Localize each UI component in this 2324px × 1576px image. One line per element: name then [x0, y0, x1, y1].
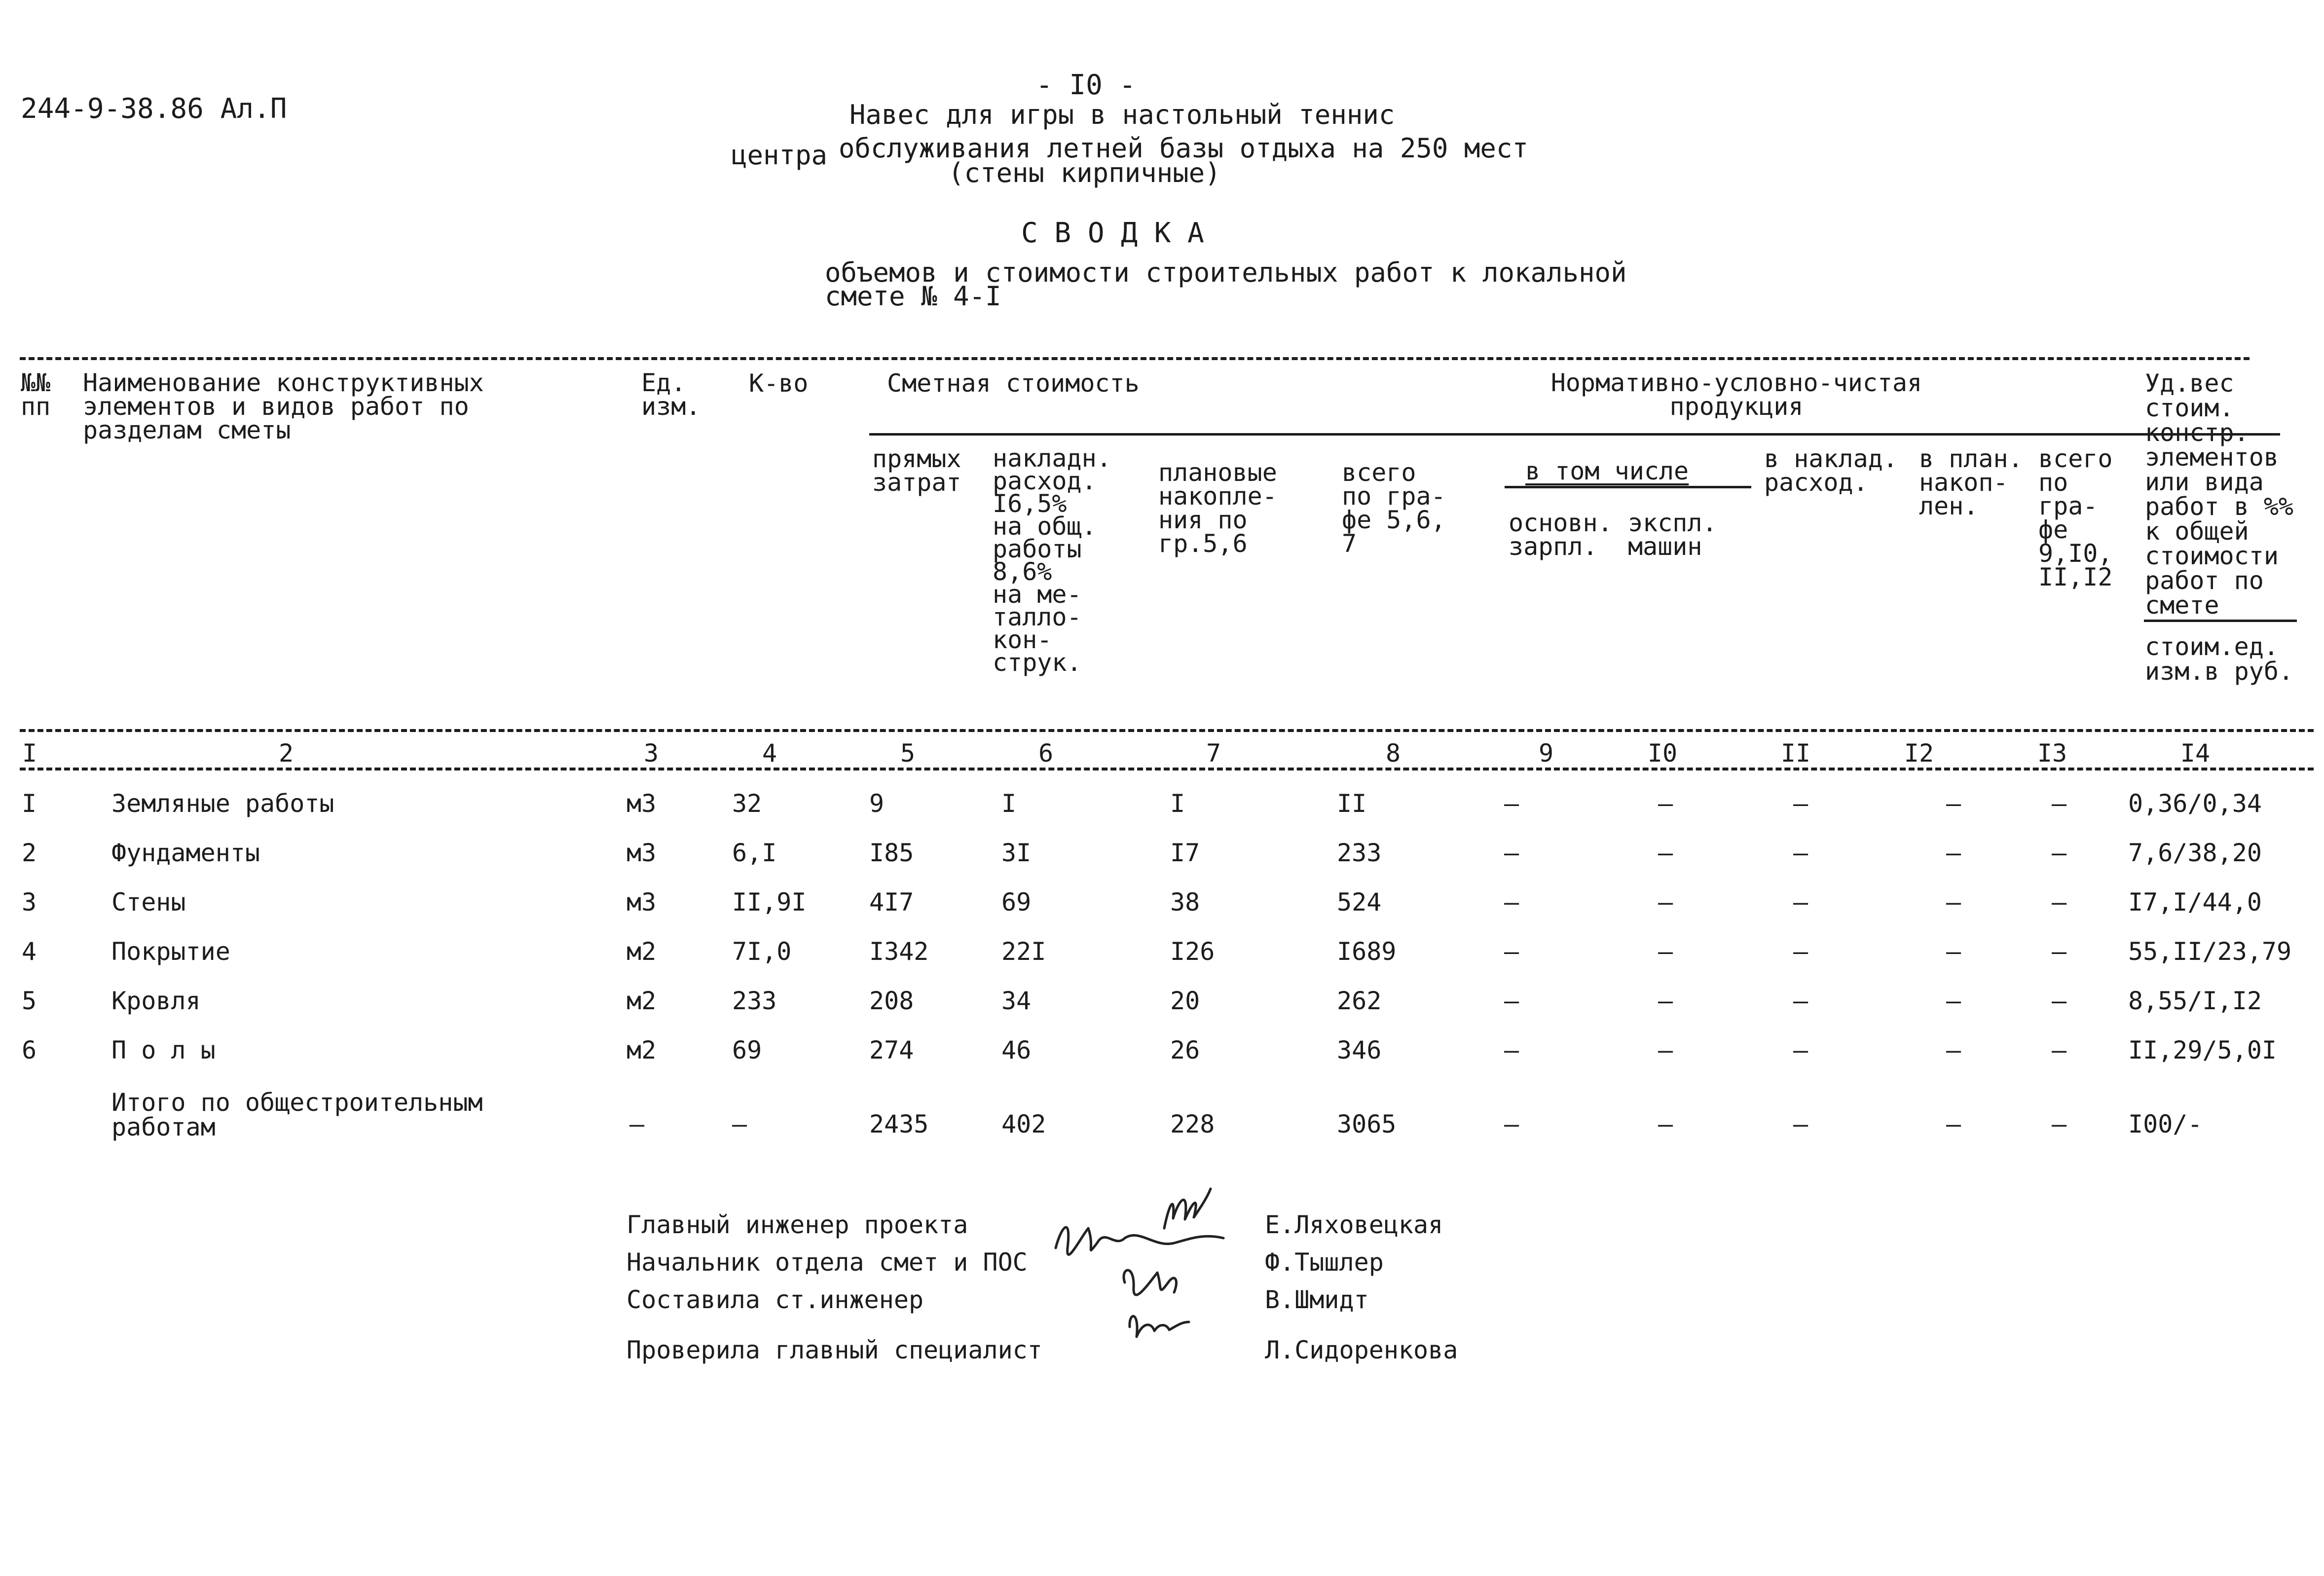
total-in-planned: –	[1946, 1110, 1961, 1138]
cell-machines: –	[1658, 937, 1673, 966]
cell-name: Кровля	[111, 987, 201, 1015]
cell-qty: 69	[732, 1036, 762, 1064]
signature-scribble-4	[1130, 1316, 1189, 1337]
column-number: I3	[2037, 739, 2067, 768]
cell-planned: I7	[1170, 839, 1200, 867]
cell-wages: –	[1504, 789, 1519, 818]
cell-in-planned: –	[1946, 987, 1961, 1015]
header-num: №№ пп	[21, 368, 51, 421]
header-total-9-12: всего по гра- фе 9,I0, II,I2	[2038, 444, 2113, 591]
cell-specific-weight: 7,6/38,20	[2128, 839, 2262, 867]
total-total-9-12: –	[2051, 1110, 2067, 1138]
cell-name: Земляные работы	[111, 789, 334, 818]
signature-role: Главный инженер проекта	[627, 1210, 968, 1239]
total-direct: 2435	[869, 1110, 929, 1138]
cell-total: 262	[1337, 987, 1382, 1015]
signature-name: Л.Сидоренкова	[1265, 1336, 1458, 1364]
estimated-cost-rule	[869, 433, 2280, 436]
cell-in-overhead: –	[1793, 987, 1808, 1015]
cell-total-9-12: –	[2051, 937, 2067, 966]
summary-subheading-line2: смете № 4-I	[825, 281, 1001, 312]
total-unit: –	[629, 1110, 645, 1138]
cell-planned: 38	[1170, 888, 1200, 916]
cell-total: 233	[1337, 839, 1382, 867]
header-qty: К-во	[749, 369, 809, 398]
total-label: Итого по общестроительным работам	[111, 1088, 483, 1141]
header-in-overhead: в наклад. расход.	[1764, 444, 1898, 497]
column-number: 3	[643, 739, 659, 768]
header-estimated-cost: Сметная стоимость	[887, 369, 1140, 398]
cell-planned: I26	[1170, 937, 1215, 966]
cell-machines: –	[1658, 888, 1673, 916]
document-code: 244-9-38.86 Ал.П	[21, 93, 287, 125]
cell-total-9-12: –	[2051, 987, 2067, 1015]
total-machines: –	[1658, 1110, 1673, 1138]
header-machines: экспл. машин	[1628, 509, 1717, 561]
cell-specific-weight: 55,II/23,79	[2128, 937, 2292, 966]
cell-num: 2	[22, 839, 37, 867]
cell-planned: 26	[1170, 1036, 1200, 1064]
header-specific-weight: Уд.вес стоим. констр. элементов или вида работ в %% к общей стоимости работ по	[2145, 369, 2294, 595]
title-line3: (стены кирпичные)	[948, 157, 1221, 188]
total-total: 3065	[1337, 1110, 1397, 1138]
header-estimate-word: смете	[2145, 591, 2219, 620]
total-planned: 228	[1170, 1110, 1215, 1138]
cell-total: 346	[1337, 1036, 1382, 1064]
cell-qty: 32	[732, 789, 762, 818]
cell-wages: –	[1504, 987, 1519, 1015]
cell-in-planned: –	[1946, 937, 1961, 966]
cell-wages: –	[1504, 937, 1519, 966]
cell-total: 524	[1337, 888, 1382, 916]
title-line2: обслуживания летней базы отдыха на 250 мест	[839, 133, 1528, 164]
header-in-planned: в план. накоп- лен.	[1919, 444, 2023, 520]
cell-in-overhead: –	[1793, 937, 1808, 966]
column-number: I	[22, 739, 37, 768]
total-in-overhead: –	[1793, 1110, 1808, 1138]
cell-wages: –	[1504, 1036, 1519, 1064]
signature-scribble-2	[1056, 1227, 1223, 1254]
cell-unit: м3	[627, 789, 657, 818]
cell-overhead: 22I	[1001, 937, 1046, 966]
cell-num: I	[22, 789, 37, 818]
total-specific-weight: I00/-	[2128, 1110, 2203, 1138]
signature-name: Е.Ляховецкая	[1265, 1210, 1443, 1239]
cell-unit: м2	[627, 1036, 657, 1064]
cell-direct: I342	[869, 937, 929, 966]
signature-name: В.Шмидт	[1265, 1285, 1369, 1314]
column-number: 2	[278, 739, 294, 768]
header-total-5-7: всего по гра- фе 5,6, 7	[1342, 458, 1446, 558]
cell-qty: 7I,0	[732, 937, 792, 966]
signature-role: Проверила главный специалист	[627, 1336, 1042, 1364]
including-rule	[1505, 486, 1751, 488]
signature-name: Ф.Тышлер	[1265, 1248, 1384, 1277]
cell-specific-weight: I7,I/44,0	[2128, 888, 2262, 916]
cell-planned: I	[1170, 789, 1185, 818]
signature-scribble-1	[1164, 1189, 1211, 1228]
estimate-rule	[2144, 620, 2297, 622]
cell-name: П о л ы	[111, 1036, 216, 1064]
cell-direct: 274	[869, 1036, 914, 1064]
cell-in-planned: –	[1946, 839, 1961, 867]
cell-in-planned: –	[1946, 1036, 1961, 1064]
cell-unit: м2	[627, 987, 657, 1015]
cell-in-overhead: –	[1793, 888, 1808, 916]
cell-name: Покрытие	[111, 937, 230, 966]
cell-num: 3	[22, 888, 37, 916]
column-number: 6	[1038, 739, 1054, 768]
column-number: 4	[762, 739, 777, 768]
cell-machines: –	[1658, 1036, 1673, 1064]
column-numbers-rule	[20, 768, 2314, 770]
cell-name: Стены	[111, 888, 186, 916]
header-overhead: накладн. расход. I6,5% на общ. работы 8,6% на ме- талло- кон- струк.	[993, 444, 1111, 677]
header-unit: Ед. изм.	[641, 368, 701, 421]
cell-specific-weight: II,29/5,0I	[2128, 1036, 2277, 1064]
cell-machines: –	[1658, 839, 1673, 867]
column-number: 9	[1538, 739, 1554, 768]
cell-total-9-12: –	[2051, 789, 2067, 818]
header-including: в том числе	[1525, 457, 1689, 485]
cell-num: 5	[22, 987, 37, 1015]
cell-total: II	[1337, 789, 1367, 818]
header-bottom-rule	[20, 729, 2314, 732]
cell-qty: II,9I	[732, 888, 807, 916]
cell-direct: I85	[869, 839, 914, 867]
cell-planned: 20	[1170, 987, 1200, 1015]
summary-heading: С В О Д К А	[1021, 217, 1204, 249]
column-number: I0	[1647, 739, 1678, 768]
column-number: 5	[900, 739, 916, 768]
cell-total-9-12: –	[2051, 1036, 2067, 1064]
cell-machines: –	[1658, 789, 1673, 818]
cell-unit: м2	[627, 937, 657, 966]
signature-role: Составила ст.инженер	[627, 1285, 924, 1314]
cell-overhead: 46	[1001, 1036, 1032, 1064]
cell-num: 6	[22, 1036, 37, 1064]
title-line1: Навес для игры в настольный теннис	[849, 99, 1395, 130]
cell-total: I689	[1337, 937, 1397, 966]
total-overhead: 402	[1001, 1110, 1046, 1138]
column-number: I4	[2180, 739, 2211, 768]
handwritten-signatures	[1046, 1174, 1253, 1381]
cell-unit: м3	[627, 839, 657, 867]
cell-direct: 9	[869, 789, 885, 818]
column-number: 8	[1385, 739, 1401, 768]
summary-subheading-line1: объемов и стоимости строительных работ к локальной	[825, 257, 1627, 288]
cell-specific-weight: 0,36/0,34	[2128, 789, 2262, 818]
cell-wages: –	[1504, 888, 1519, 916]
header-name: Наименование конструктивных элементов и видов работ по разделам сметы	[83, 368, 484, 444]
cell-overhead: 34	[1001, 987, 1032, 1015]
column-number: 7	[1206, 739, 1221, 768]
signature-role: Начальник отдела смет и ПОС	[627, 1248, 1028, 1277]
header-planned-savings: плановые накопле- ния по гр.5,6	[1158, 458, 1277, 558]
cell-total-9-12: –	[2051, 839, 2067, 867]
cell-qty: 233	[732, 987, 777, 1015]
cell-qty: 6,I	[732, 839, 777, 867]
header-normative: Нормативно-условно-чистая продукция	[1550, 368, 1922, 421]
column-number: I2	[1904, 739, 1934, 768]
cell-in-overhead: –	[1793, 789, 1808, 818]
cell-in-planned: –	[1946, 888, 1961, 916]
cell-direct: 208	[869, 987, 914, 1015]
cell-in-overhead: –	[1793, 1036, 1808, 1064]
total-qty: –	[732, 1110, 747, 1138]
cell-in-planned: –	[1946, 789, 1961, 818]
cell-total-9-12: –	[2051, 888, 2067, 916]
table-top-rule	[20, 357, 2250, 360]
header-unit-cost: стоим.ед. изм.в руб.	[2145, 632, 2294, 686]
header-direct-costs: прямых затрат	[872, 444, 961, 497]
page-number: - I0 -	[1036, 69, 1136, 101]
cell-num: 4	[22, 937, 37, 966]
cell-in-overhead: –	[1793, 839, 1808, 867]
cell-overhead: 3I	[1001, 839, 1032, 867]
total-wages: –	[1504, 1110, 1519, 1138]
cell-specific-weight: 8,55/I,I2	[2128, 987, 2262, 1015]
signature-scribble-3	[1124, 1270, 1177, 1295]
cell-name: Фундаменты	[111, 839, 260, 867]
cell-overhead: 69	[1001, 888, 1032, 916]
cell-direct: 4I7	[869, 888, 914, 916]
cell-machines: –	[1658, 987, 1673, 1015]
title-prefix: центра	[731, 140, 828, 171]
column-number: II	[1780, 739, 1811, 768]
header-base-wages: основн. зарпл.	[1509, 509, 1613, 561]
cell-wages: –	[1504, 839, 1519, 867]
cell-overhead: I	[1001, 789, 1017, 818]
cell-unit: м3	[627, 888, 657, 916]
